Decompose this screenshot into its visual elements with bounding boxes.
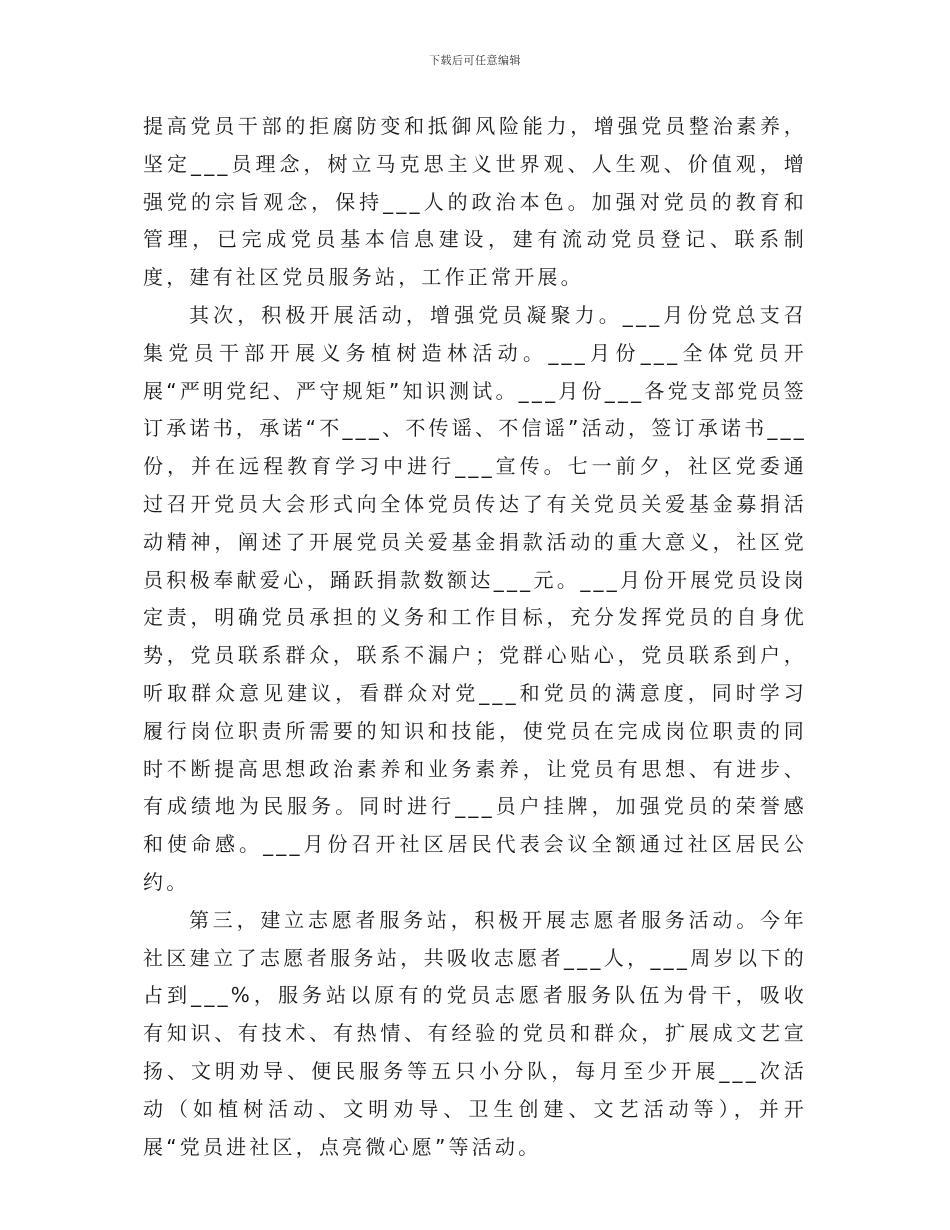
paragraph-party-education: 提高党员干部的拒腐防变和抵御风险能力，增强党员整治素养，坚定___员理念，树立马克思主义世界观、人生观、价值观，增强党的宗旨观念，保持___人的政治本色。加强对党员的教育和管理，已完成党员基本信息建设，建有流动党员登记、联系制度，建有社区党员服务站，工作正常开展。 [143,114,807,290]
page-header-note: 下载后可任意编辑 [429,54,521,67]
document-body [143,108,807,1166]
paragraph-volunteer-station: 第三，建立志愿者服务站，积极开展志愿者服务活动。今年社区建立了志愿者服务站，共吸收志愿者___人，___周岁以下的占到___%，服务站以原有的党员志愿者服务队伍为骨干，吸收有知识、有技术、有热情、有经验的党员和群众，扩展成文艺宣扬、文明劝导、便民服务等五只小分队，每月至少开展___次活动（如植树活动、文明劝导、卫生创建、文艺活动等），并开展“党员进社区，点亮微心愿”等活动。 [143,907,807,1159]
paragraph-activities: 其次，积极开展活动，增强党员凝聚力。___月份党总支召集党员干部开展义务植树造林活动。___月份___全体党员开展“严明党纪、严守规矩”知识测试。___月份___各党支部党员签订承诺书，承诺“不___、不传谣、不信谣”活动，签订承诺书___份，并在远程教育学习中进行___宣传。七一前夕，社区党委通过召开党员大会形式向全体党员传达了有关党员关爱基金募捐活动精神，阐述了开展党员关爱基金捐款活动的重大意义，社区党员积极奉献爱心，踊跃捐款数额达___元。___月份开展党员设岗定责，明确党员承担的义务和工作目标，充分发挥党员的自身优势，党员联系群众，联系不漏户；党群心贴心，党员联系到户，听取群众意见建议，看群众对党___和党员的满意度，同时学习履行岗位职责所需要的知识和技能，使党员在完成岗位职责的同时不断提高思想政治素养和业务素养，让党员有思想、有进步、有成绩地为民服务。同时进行___员户挂牌，加强党员的荣誉感和使命感。___月份召开社区居民代表会议全额通过社区居民公约。 [143,302,807,894]
